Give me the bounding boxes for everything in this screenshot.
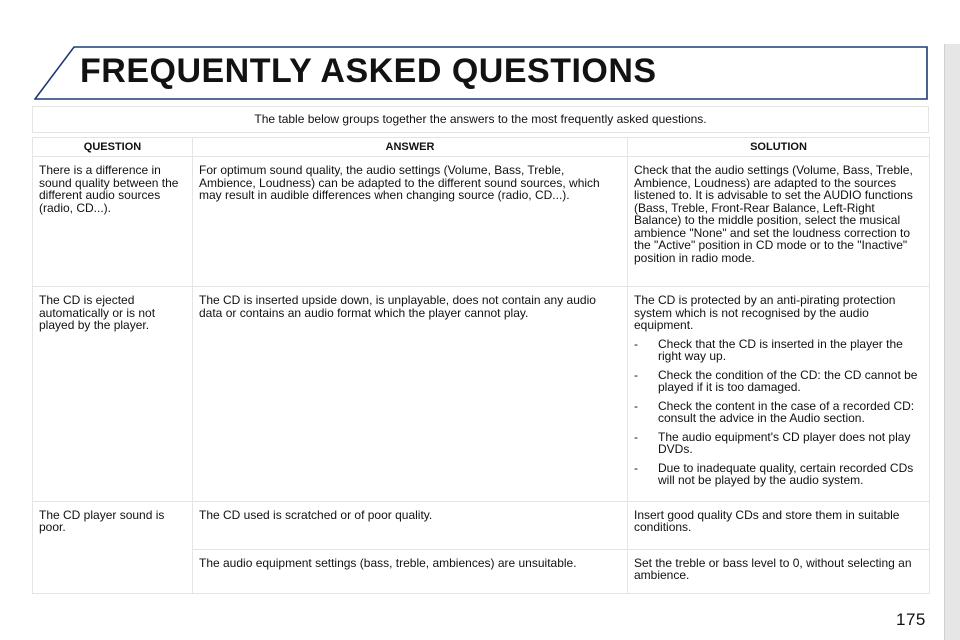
bullet-dash: - <box>634 429 638 444</box>
bullet-text: The audio equipment's CD player does not play DVDs. <box>658 429 911 456</box>
answer-cell: The CD is inserted upside down, is unplayable, does not contain any audio data or contains an audio format which the player cannot play. <box>193 287 628 502</box>
list-item <box>634 462 923 487</box>
answer-cell: The audio equipment settings (bass, treble, ambiences) are unsuitable. <box>193 549 628 593</box>
bullet-dash: - <box>634 367 638 382</box>
header-question: QUESTION <box>33 138 193 157</box>
bullet-text: Check the condition of the CD: the CD cannot be played if it is too damaged. <box>658 367 918 394</box>
bullet-text: Check the content in the case of a recorded CD: consult the advice in the Audio section. <box>658 398 915 425</box>
title-banner <box>34 46 928 100</box>
question-cell: The CD player sound is poor. <box>33 501 193 593</box>
table-header-row <box>33 138 930 157</box>
page-number: 175 <box>896 610 926 629</box>
bullet-dash: - <box>634 460 638 475</box>
solution-cell: Set the treble or bass level to 0, without selecting an ambience. <box>628 549 930 593</box>
solution-cell: Check that the audio settings (Volume, Bass, Treble, Ambience, Loudness) are adapted to the sources listened to. It is advisable to set the AUDIO functions (Bass, Treble, Front-Rear Balance, Left-Right Balance) to the middle position, select the musical ambience "None" and set the loudness correction to the "Active" position in CD mode or to the "Inactive" position in radio mode. <box>628 157 930 287</box>
answer-cell: The CD used is scratched or of poor quality. <box>193 501 628 549</box>
solution-intro: The CD is protected by an anti-pirating protection system which is not recognised by the audio equipment. <box>634 293 896 332</box>
solution-cell: Insert good quality CDs and store them in suitable conditions. <box>628 501 930 549</box>
bullet-dash: - <box>634 336 638 351</box>
page-edge-strip <box>944 44 960 640</box>
answer-cell: For optimum sound quality, the audio settings (Volume, Bass, Treble, Ambience, Loudness) can be adapted to the different sound sources, which may result in audible differences when changing source (radio, CD...). <box>193 157 628 287</box>
header-answer: ANSWER <box>193 138 628 157</box>
bullet-dash: - <box>634 398 638 413</box>
list-item <box>634 431 923 456</box>
solution-cell <box>628 287 930 502</box>
question-cell: There is a difference in sound quality between the different audio sources (radio, CD...). <box>33 157 193 287</box>
faq-table <box>32 137 930 594</box>
list-item <box>634 369 923 394</box>
solution-bullet-list <box>634 338 923 487</box>
bullet-text: Due to inadequate quality, certain recorded CDs will not be played by the audio system. <box>658 460 914 487</box>
bullet-text: Check that the CD is inserted in the player the right way up. <box>658 336 903 363</box>
list-item <box>634 338 923 363</box>
table-row <box>33 157 930 287</box>
intro-text: The table below groups together the answers to the most frequently asked questions. <box>32 106 929 133</box>
header-solution: SOLUTION <box>628 138 930 157</box>
table-row <box>33 287 930 502</box>
question-cell: The CD is ejected automatically or is not played by the player. <box>33 287 193 502</box>
page-title: FREQUENTLY ASKED QUESTIONS <box>80 52 657 90</box>
list-item <box>634 400 923 425</box>
table-row <box>33 501 930 549</box>
